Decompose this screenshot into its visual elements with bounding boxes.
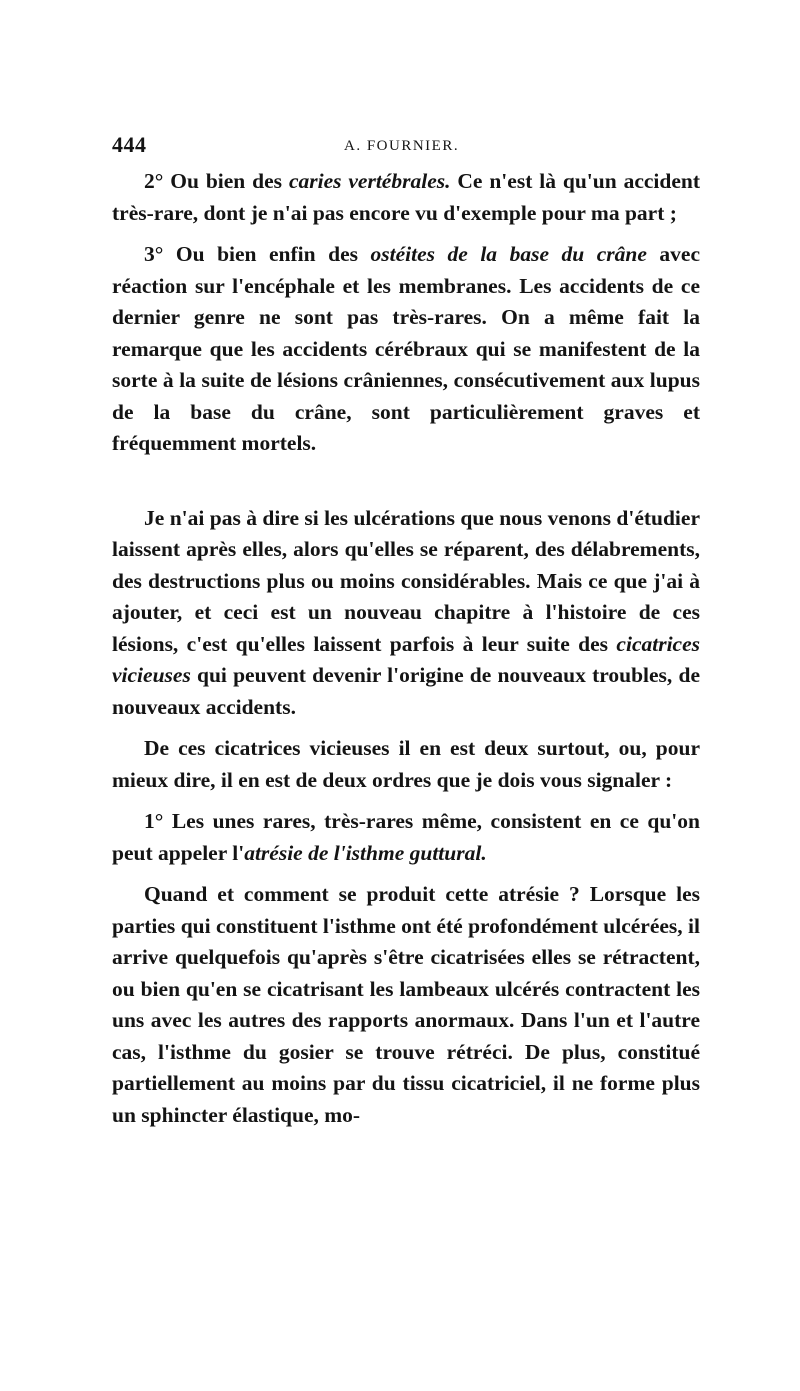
- paragraph-quand-comment: [112, 879, 700, 1131]
- paragraph-caries: [112, 166, 700, 229]
- text-run: 3° Ou bien enfin des: [144, 242, 371, 266]
- text-run: Ce n'est là qu'un accident très-rare, dont je n'ai pas encore vu d'exemple pour ma part ;: [112, 169, 701, 225]
- italic-term: cicatrices vicieuses: [112, 631, 700, 687]
- italic-term: ostéites de la base du crâne: [370, 242, 647, 266]
- text-run: De ces cicatrices vicieuses il en est deux surtout, ou, pour mieux dire, il en est de deux ordres que je dois vous signaler :: [112, 736, 700, 792]
- spacer: [112, 869, 700, 879]
- text-run: avec réaction sur l'encéphale et les membranes. Les accidents de ce dernier genre ne sont pas très-rares. On a même fait la remarque que les accidents cérébraux qui se manifestent de la sorte à la suite de lésions crâniennes, consécutivement aux lupus de la base du crâne, sont particulièrement graves et fréquemment mortels.: [112, 242, 700, 455]
- paragraph-atresie: [112, 806, 700, 869]
- text-run: Je n'ai pas à dire si les ulcérations que nous venons d'étudier laissent après elles, alors qu'elles se réparent, des délabrements, des destructions plus ou moins considérables. Mais ce que j'ai à ajouter, et ceci est un nouveau chapitre à l'histoire de ces lésions, c'est qu'elles laissent parfois à leur suite des: [112, 505, 700, 656]
- page-number: 444: [112, 132, 147, 157]
- italic-term: atrésie de l'isthme guttural.: [244, 840, 487, 865]
- spacer: [112, 796, 700, 806]
- paragraph-deux-ordres: [112, 733, 700, 796]
- running-head: A. FOURNIER.: [344, 138, 460, 154]
- paragraph-osteites: [112, 239, 700, 460]
- spacer: [112, 229, 700, 239]
- text-run: 2° Ou bien des: [144, 169, 289, 193]
- body-text: [112, 166, 700, 1131]
- page-header: [112, 132, 702, 162]
- text-run: qui peuvent devenir l'origine de nouveaux troubles, de nouveaux accidents.: [112, 663, 700, 719]
- spacer: [112, 723, 700, 733]
- text-run: Quand et comment se produit cette atrésie ? Lorsque les parties qui constituent l'isthme ont été profondément ulcérées, il arrive quelquefois qu'après s'être cicatrisées elles se rétractent, ou bien qu'en se cicatrisant les lambeaux ulcérés contractent les uns avec les autres des rapports anormaux. Dans l'un et l'autre cas, l'isthme du gosier se trouve rétréci. De plus, constitué partiellement au moins par du tissu cicatriciel, il ne forme plus un sphincter élastique, mo-: [112, 882, 700, 1127]
- spacer: [112, 460, 700, 503]
- text-run: 1° Les unes rares, très-rares même, consistent en ce qu'on peut appeler l': [112, 809, 700, 865]
- italic-term: caries vertébrales.: [288, 169, 451, 193]
- paragraph-cicatrices: [112, 503, 700, 724]
